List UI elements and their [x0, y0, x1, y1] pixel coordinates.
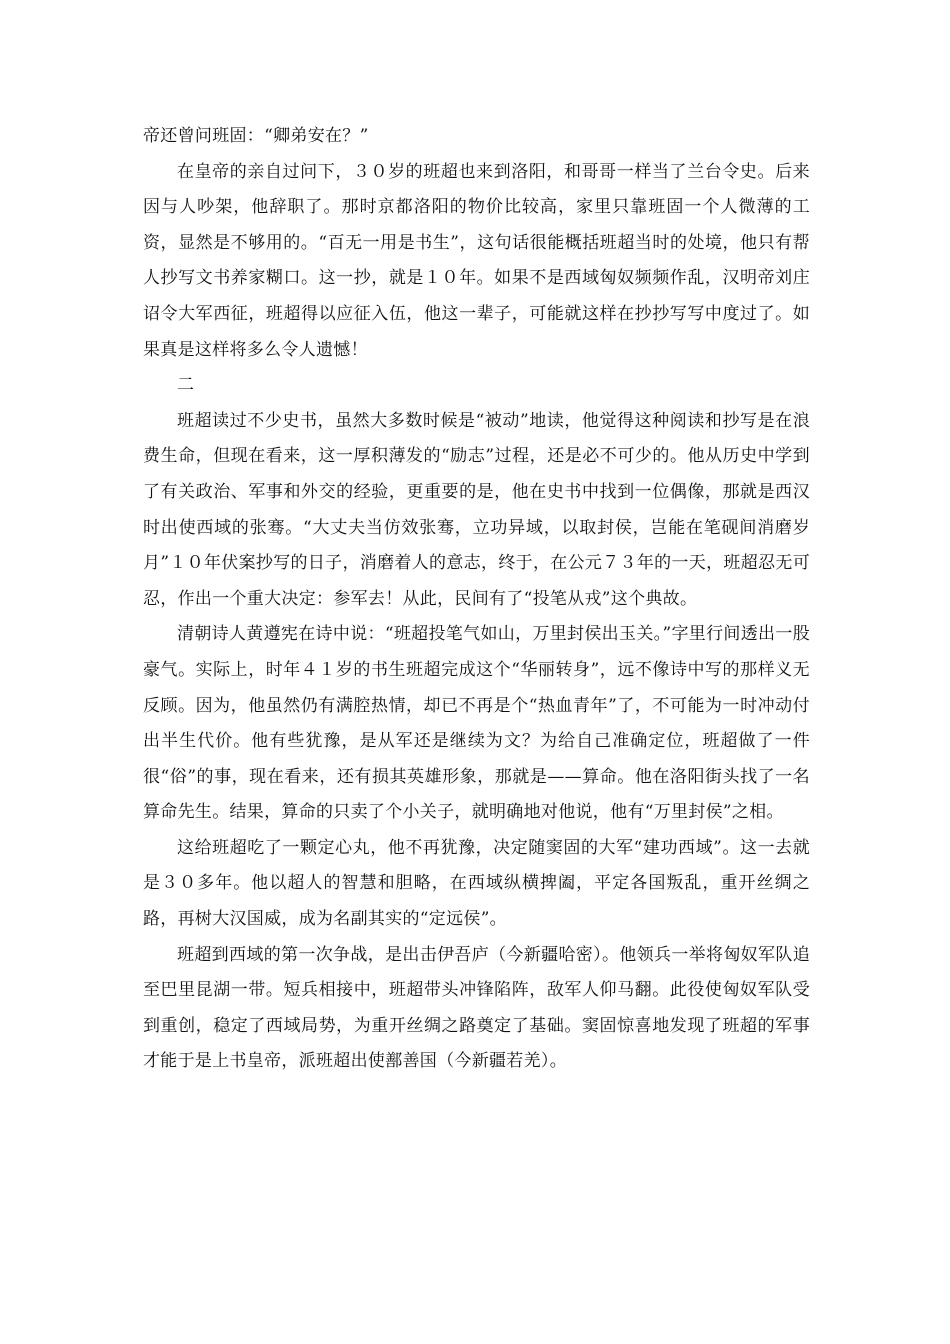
- paragraph: 这给班超吃了一颗定心丸，他不再犹豫，决定随窦固的大军“建功西域”。这一去就是３０多年。他以超人的智慧和胆略，在西域纵横捭阖，平定各国叛乱，重开丝绸之路，再树大汉国威，成为名副其实的“定远侯”。: [143, 837, 810, 930]
- paragraph: 班超到西域的第一次争战，是出击伊吾庐（今新疆哈密）。他领兵一举将匈奴军队追至巴里昆湖一带。短兵相接中，班超带头冲锋陷阵，敌军人仰马翻。此役使匈奴军队受到重创，稳定了西域局势，为重开丝绸之路奠定了基础。窦固惊喜地发现了班超的军事才能于是上书皇帝，派班超出使鄯善国（今新疆若羌）。: [143, 944, 810, 1072]
- paragraph: 在皇帝的亲自过问下，３０岁的班超也来到洛阳，和哥哥一样当了兰台令史。后来因与人吵架，他辞职了。那时京都洛阳的物价比较高，家里只靠班固一个人微薄的工资，显然是不够用的。“百无一用是书生”，这句话很能概括班超当时的处境，他只有帮人抄写文书养家糊口。这一抄，就是１０年。如果不是西域匈奴频频作乱，汉明帝刘庄诏令大军西征，班超得以应征入伍，他这一辈子，可能就这样在抄抄写写中度过了。如果真是这样将多么令人遗憾！: [143, 161, 810, 360]
- paragraph: 班超读过不少史书，虽然大多数时候是“被动”地读，他觉得这种阅读和抄写是在浪费生命，但现在看来，这一厚积薄发的“励志”过程，还是必不可少的。他从历史中学到了有关政治、军事和外交的经验，更重要的是，他在史书中找到一位偶像，那就是西汉时出使西域的张骞。“大丈夫当仿效张骞，立功异域，以取封侯，岂能在笔砚间消磨岁月”１０年伏案抄写的日子，消磨着人的意志，终于，在公元７３年的一天，班超忍无可忍，作出一个重大决定：参军去！从此，民间有了“投笔从戎”这个典故。: [143, 410, 810, 609]
- paragraph: 清朝诗人黄遵宪在诗中说：“班超投笔气如山，万里封侯出玉关。”字里行间透出一股豪气。实际上，时年４１岁的书生班超完成这个“华丽转身”，远不像诗中写的那样义无反顾。因为，他虽然仍有满腔热情，却已不再是个“热血青年”了，不可能为一时冲动付出半生代价。他有些犹豫，是从军还是继续为文？为给自己准确定位，班超做了一件很“俗”的事，现在看来，还有损其英雄形象，那就是——算命。他在洛阳街头找了一名算命先生。结果，算命的只卖了个小关子，就明确地对他说，他有“万里封侯”之相。: [143, 624, 810, 823]
- article-body: [143, 119, 810, 1080]
- paragraph-continuation: 帝还曾问班固：“卿弟安在？”: [143, 126, 369, 146]
- section-number: 二: [177, 375, 195, 396]
